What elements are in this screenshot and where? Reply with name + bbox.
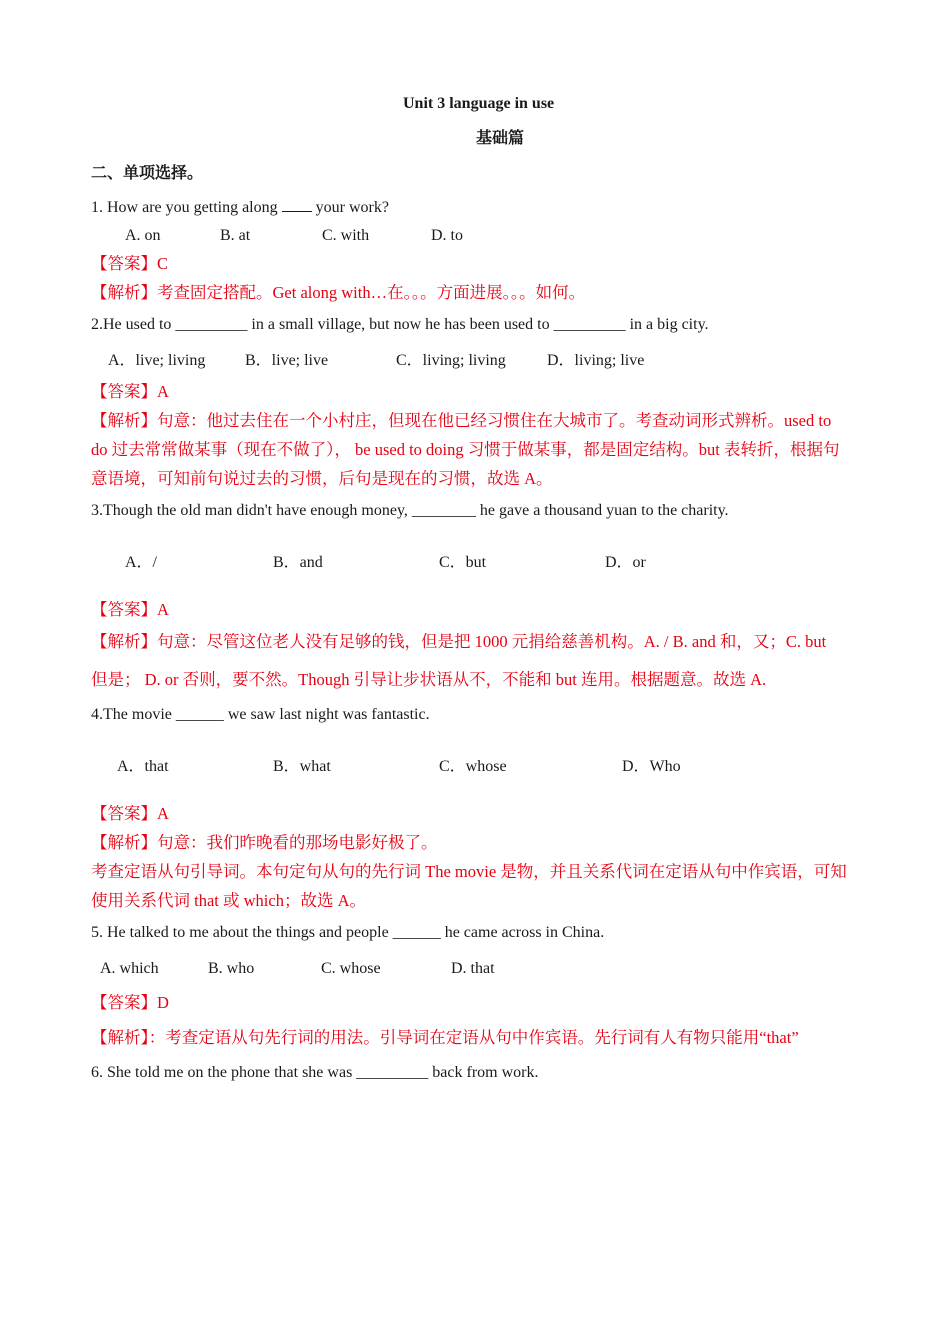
question-1-stem-end: your work? <box>311 199 389 216</box>
question-1-option-d: D. to <box>431 227 463 244</box>
question-1-explanation: 【解析】考查固定搭配。Get along with…在。。。方面进展。。。如何。 <box>91 283 586 302</box>
question-2-answer: 【答案】A <box>91 382 169 401</box>
question-4-option-d: D．Who <box>622 758 681 775</box>
question-3-option-b: B．and <box>273 554 323 571</box>
document-title: Unit 3 language in use <box>403 95 555 112</box>
question-3-option-a: A．/ <box>125 554 158 571</box>
question-3-explanation-line-1: 【解析】句意：尽管这位老人没有足够的钱，但是把 1000 元捐给慈善机构。A. / B. and 和，又；C. but <box>91 632 827 651</box>
section-heading: 二、单项选择。 <box>91 165 204 182</box>
question-4-explanation-line-2: 考查定语从句引导词。本句定句从句的先行词 The movie 是物，并且关系代词在定语从句中作宾语，可知 <box>91 862 847 881</box>
question-5-stem: 5. He talked to me about the things and people ______ he came across in China. <box>91 924 605 941</box>
question-5-answer: 【答案】D <box>91 993 169 1012</box>
question-1-option-b: B. at <box>220 227 251 244</box>
question-5-option-c: C. whose <box>321 960 381 977</box>
question-4-stem: 4.The movie ______ we saw last night was fantastic. <box>91 706 430 723</box>
question-5-option-d: D. that <box>451 960 495 977</box>
question-4-option-c: C．whose <box>439 758 507 775</box>
question-2-option-d: D．living; live <box>547 352 645 369</box>
document-subtitle: 基础篇 <box>476 130 525 147</box>
question-2-stem: 2.He used to _________ in a small village, but now he has been used to _________ in a big city. <box>91 316 709 333</box>
question-5-option-a: A. which <box>100 960 159 977</box>
question-5-option-b: B. who <box>208 960 255 977</box>
question-2-option-c: C．living; living <box>396 352 506 369</box>
question-3-stem: 3.Though the old man didn't have enough money, ________ he gave a thousand yuan to the charity. <box>91 502 729 519</box>
question-3-option-c: C．but <box>439 554 487 571</box>
question-4-option-a: A．that <box>117 758 169 775</box>
question-4-option-b: B．what <box>273 758 331 775</box>
question-1-option-c: C. with <box>322 227 370 244</box>
question-1-option-a: A. on <box>125 227 161 244</box>
question-1-stem <box>91 197 389 218</box>
question-3-explanation-line-2: 但是； D. or 否则，要不然。Though 引导让步状语从不，不能和 but 连用。根据题意。故选 A. <box>91 670 767 689</box>
question-4-explanation-line-1: 【解析】句意：我们昨晚看的那场电影好极了。 <box>91 833 438 852</box>
question-1-answer: 【答案】C <box>91 254 169 273</box>
question-5-explanation: 【解析】：考查定语从句先行词的用法。引导词在定语从句中作宾语。先行词有人有物只能用“that” <box>91 1028 799 1047</box>
question-2-option-b: B．live; live <box>245 352 329 369</box>
question-2-option-a: A．live; living <box>108 352 206 369</box>
question-2-explanation-line-2: do 过去常常做某事（现在不做了）， be used to doing 习惯于做某事，都是固定结构。but 表转折，根据句 <box>91 440 840 459</box>
question-3-option-d: D．or <box>605 554 646 571</box>
question-2-explanation-line-3: 意语境，可知前句说过去的习惯，后句是现在的习惯，故选 A。 <box>91 469 553 488</box>
question-4-explanation-line-3: 使用关系代词 that 或 which；故选 A。 <box>91 891 366 910</box>
question-3-answer: 【答案】A <box>91 600 169 619</box>
question-6-stem: 6. She told me on the phone that she was _________ back from work. <box>91 1064 539 1081</box>
question-1-stem-start: 1. How are you getting along <box>91 199 282 216</box>
question-2-explanation-line-1: 【解析】句意：他过去住在一个小村庄，但现在他已经习惯住在大城市了。考查动词形式辨析。used to <box>91 411 832 430</box>
answer-blank <box>282 197 312 212</box>
question-4-answer: 【答案】A <box>91 804 169 823</box>
